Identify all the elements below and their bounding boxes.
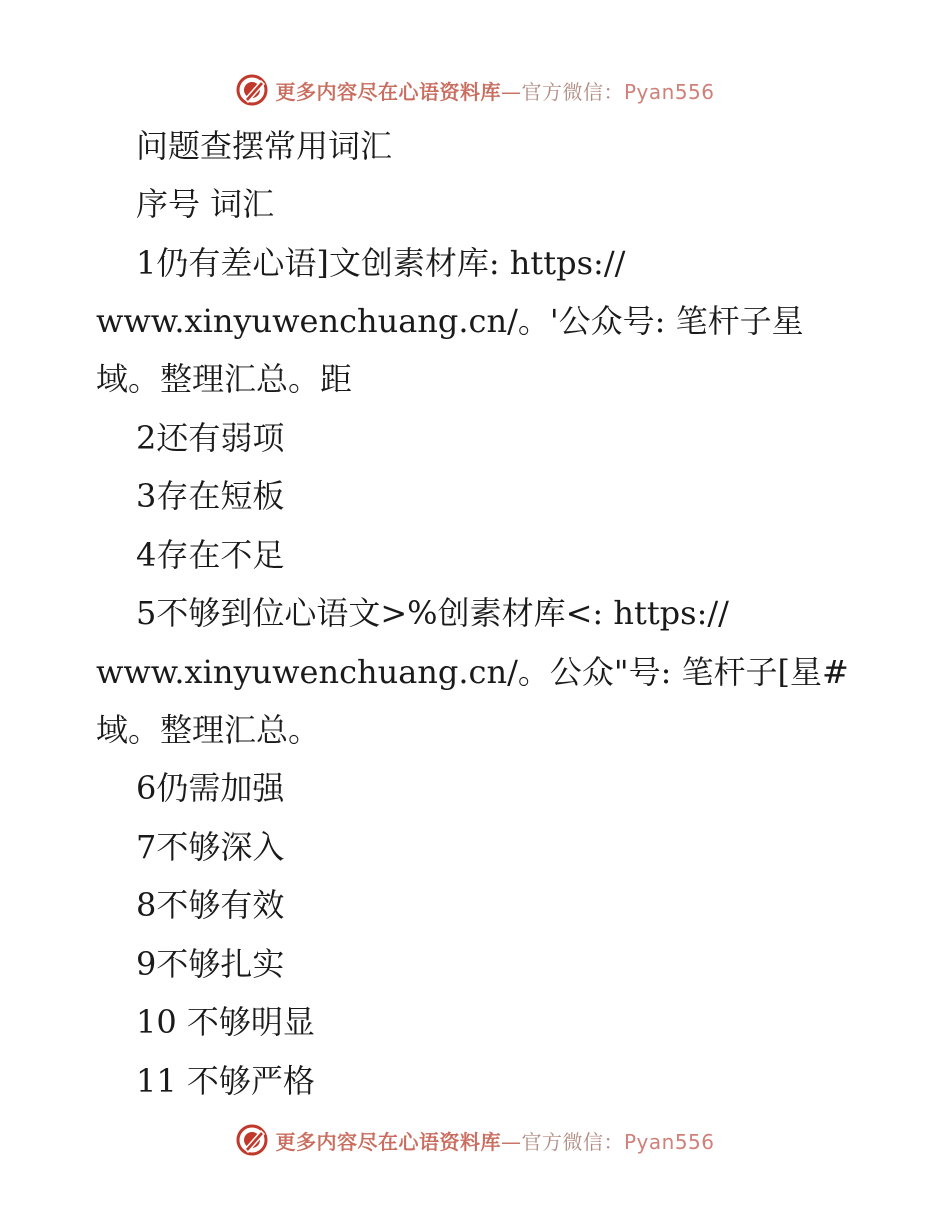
watermark-content (235, 1123, 714, 1157)
watermark-separator: — (500, 79, 522, 104)
list-item: 1仍有差心语]文创素材库: https:// (136, 244, 626, 282)
list-item: 2还有弱项 (136, 419, 285, 457)
watermark-separator: — (500, 1129, 522, 1154)
watermark-content (235, 73, 714, 107)
list-item: 6仍需加强 (136, 769, 285, 807)
watermark-label: 官方微信： (521, 79, 624, 104)
watermark-brand: 更多内容尽在心语资料库 (275, 1129, 501, 1154)
watermark-label: 官方微信： (521, 1129, 624, 1154)
list-item: 4存在不足 (136, 536, 285, 574)
list-item: 10 不够明显 (136, 1003, 315, 1041)
watermark-banner-top (0, 70, 950, 110)
list-item: 域。整理汇总。距 (96, 360, 353, 398)
pen-logo-icon (235, 1123, 269, 1157)
document-title: 问题查摆常用词汇 (136, 127, 393, 165)
watermark-wechat-id: Pyan556 (623, 79, 715, 104)
watermark-text (275, 1126, 714, 1155)
table-header-row: 序号 词汇 (136, 185, 275, 223)
pen-logo-icon (235, 73, 269, 107)
watermark-banner-bottom (0, 1120, 950, 1160)
list-item: 11 不够严格 (136, 1062, 315, 1100)
list-item: 9不够扎实 (136, 945, 285, 983)
watermark-wechat-id: Pyan556 (623, 1129, 715, 1154)
list-item: 域。整理汇总。 (96, 711, 321, 749)
list-item: www.xinyuwenchuang.cn/。'公众号: 笔杆子星 (96, 302, 804, 340)
watermark-brand: 更多内容尽在心语资料库 (275, 79, 501, 104)
watermark-text (275, 76, 714, 105)
list-item: 8不够有效 (136, 886, 285, 924)
list-item: www.xinyuwenchuang.cn/。公众"号: 笔杆子[星# (96, 653, 849, 691)
list-item: 5不够到位心语文>%创素材库<: https:// (136, 594, 729, 632)
list-item: 7不够深入 (136, 828, 285, 866)
list-item: 3存在短板 (136, 477, 285, 515)
